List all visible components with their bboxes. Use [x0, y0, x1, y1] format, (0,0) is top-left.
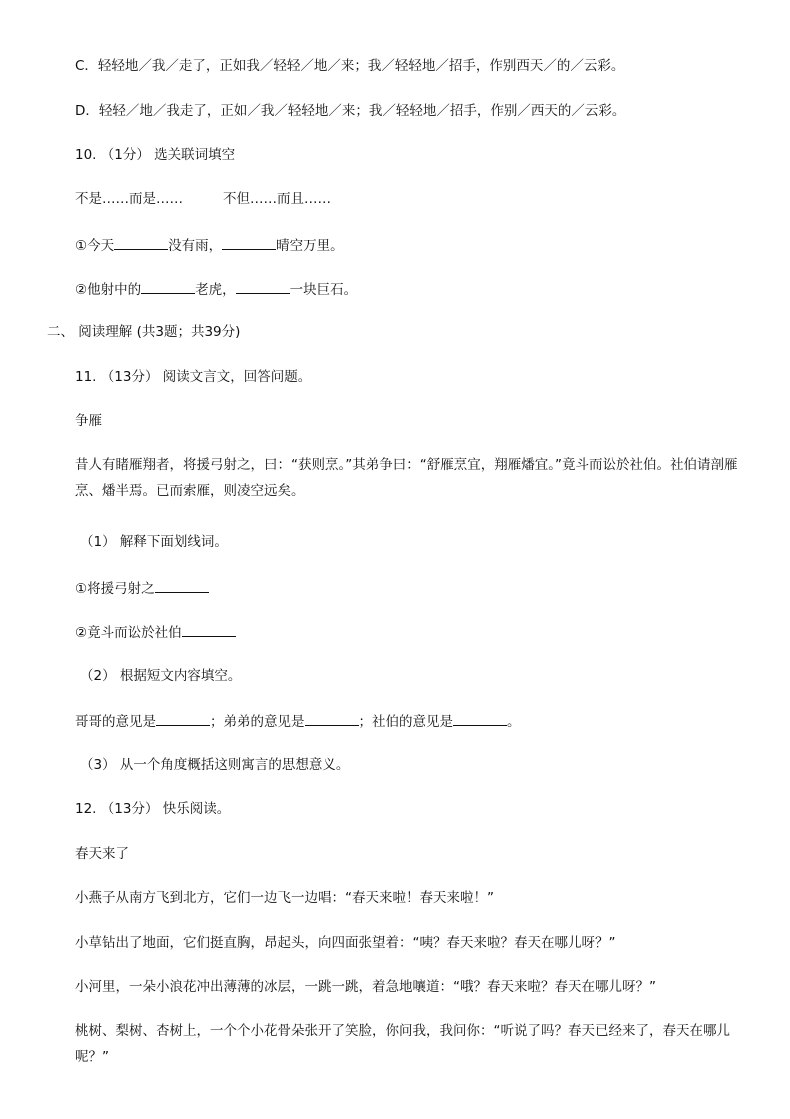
question-11-part-1-b	[75, 622, 236, 642]
question-12-paragraph-2: 小草钻出了地面，它们挺直胸，昂起头，向四面张望着：“咦？春天来啦？春天在哪儿呀？”	[75, 935, 616, 951]
question-12-title: 春天来了	[75, 846, 129, 862]
question-10-options	[75, 190, 331, 208]
sentence-text: ①今天	[75, 238, 115, 254]
question-11-part-3: （3） 从一个角度概括这则寓言的思想意义。	[80, 757, 350, 773]
answer-blank[interactable]	[182, 622, 236, 637]
sentence-text: 一块巨石。	[289, 282, 358, 298]
answer-blank[interactable]	[156, 711, 210, 726]
answer-blank[interactable]	[155, 578, 209, 593]
question-11-part-1-a	[75, 578, 209, 598]
answer-blank[interactable]	[222, 235, 276, 250]
option-c: C．轻轻地／我／走了，正如我／轻轻／地／来；我／轻轻地／招手，作别西天／的／云彩。	[75, 58, 625, 74]
section-2-heading: 二、 阅读理解 (共3题；共39分)	[47, 324, 241, 340]
conjunction-option-b: 不但……而且……	[223, 191, 331, 207]
conjunction-option-a: 不是……而是……	[75, 191, 183, 207]
option-d: D．轻轻／地／我走了，正如／我／轻轻地／来；我／轻轻地／招手，作别／西天的／云彩。	[75, 103, 626, 119]
question-12-paragraph-3: 小河里，一朵小浪花冲出薄薄的冰层，一跳一跳，着急地嚷道：“哦？春天来啦？春天在哪儿呀？”	[75, 979, 656, 995]
sentence-text: ②他射中的	[75, 282, 142, 298]
question-11-title: 争雁	[75, 413, 102, 429]
sentence-text: ；弟弟的意见是	[210, 714, 305, 730]
answer-blank[interactable]	[453, 711, 507, 726]
question-12-paragraph-1: 小燕子从南方飞到北方，它们一边飞一边唱：“春天来啦！春天来啦！”	[75, 890, 494, 906]
question-10-sentence-2	[75, 279, 357, 299]
sentence-text: 晴空万里。	[276, 238, 344, 254]
sentence-text: ①将援弓射之	[75, 581, 155, 597]
question-11-part-2-fill	[75, 711, 521, 731]
question-11-passage: 昔人有睹雁翔者，将援弓射之，曰：“获则烹。”其弟争曰：“舒雁烹宜，翔雁燔宜。”竟斗而讼於社伯。社伯请剖雁烹、燔半焉。已而索雁，则凌空远矣。	[75, 457, 738, 499]
answer-blank[interactable]	[141, 279, 195, 294]
question-10-header: 10. （1分） 选关联词填空	[75, 147, 236, 163]
sentence-text: 哥哥的意见是	[75, 714, 156, 730]
question-11-header: 11. （13分） 阅读文言文，回答问题。	[75, 369, 312, 385]
question-12-paragraph-4: 桃树、梨树、杏树上，一个个小花骨朵张开了笑脸，你问我，我问你：“听说了吗？春天已经来了，春天在哪儿呢？”	[75, 1023, 730, 1065]
answer-blank[interactable]	[305, 711, 359, 726]
question-11-part-2: （2） 根据短文内容填空。	[80, 668, 242, 684]
question-10-sentence-1	[75, 235, 344, 255]
question-12-header: 12. （13分） 快乐阅读。	[75, 801, 231, 817]
sentence-text: ②竟斗而讼於社伯	[75, 625, 182, 641]
sentence-text: 。	[507, 714, 521, 730]
sentence-text: 没有雨，	[168, 238, 223, 254]
answer-blank[interactable]	[114, 235, 168, 250]
question-11-part-1: （1） 解释下面划线词。	[80, 534, 228, 550]
sentence-text: ；社伯的意见是	[358, 714, 453, 730]
sentence-text: 老虎，	[195, 282, 236, 298]
answer-blank[interactable]	[236, 279, 290, 294]
